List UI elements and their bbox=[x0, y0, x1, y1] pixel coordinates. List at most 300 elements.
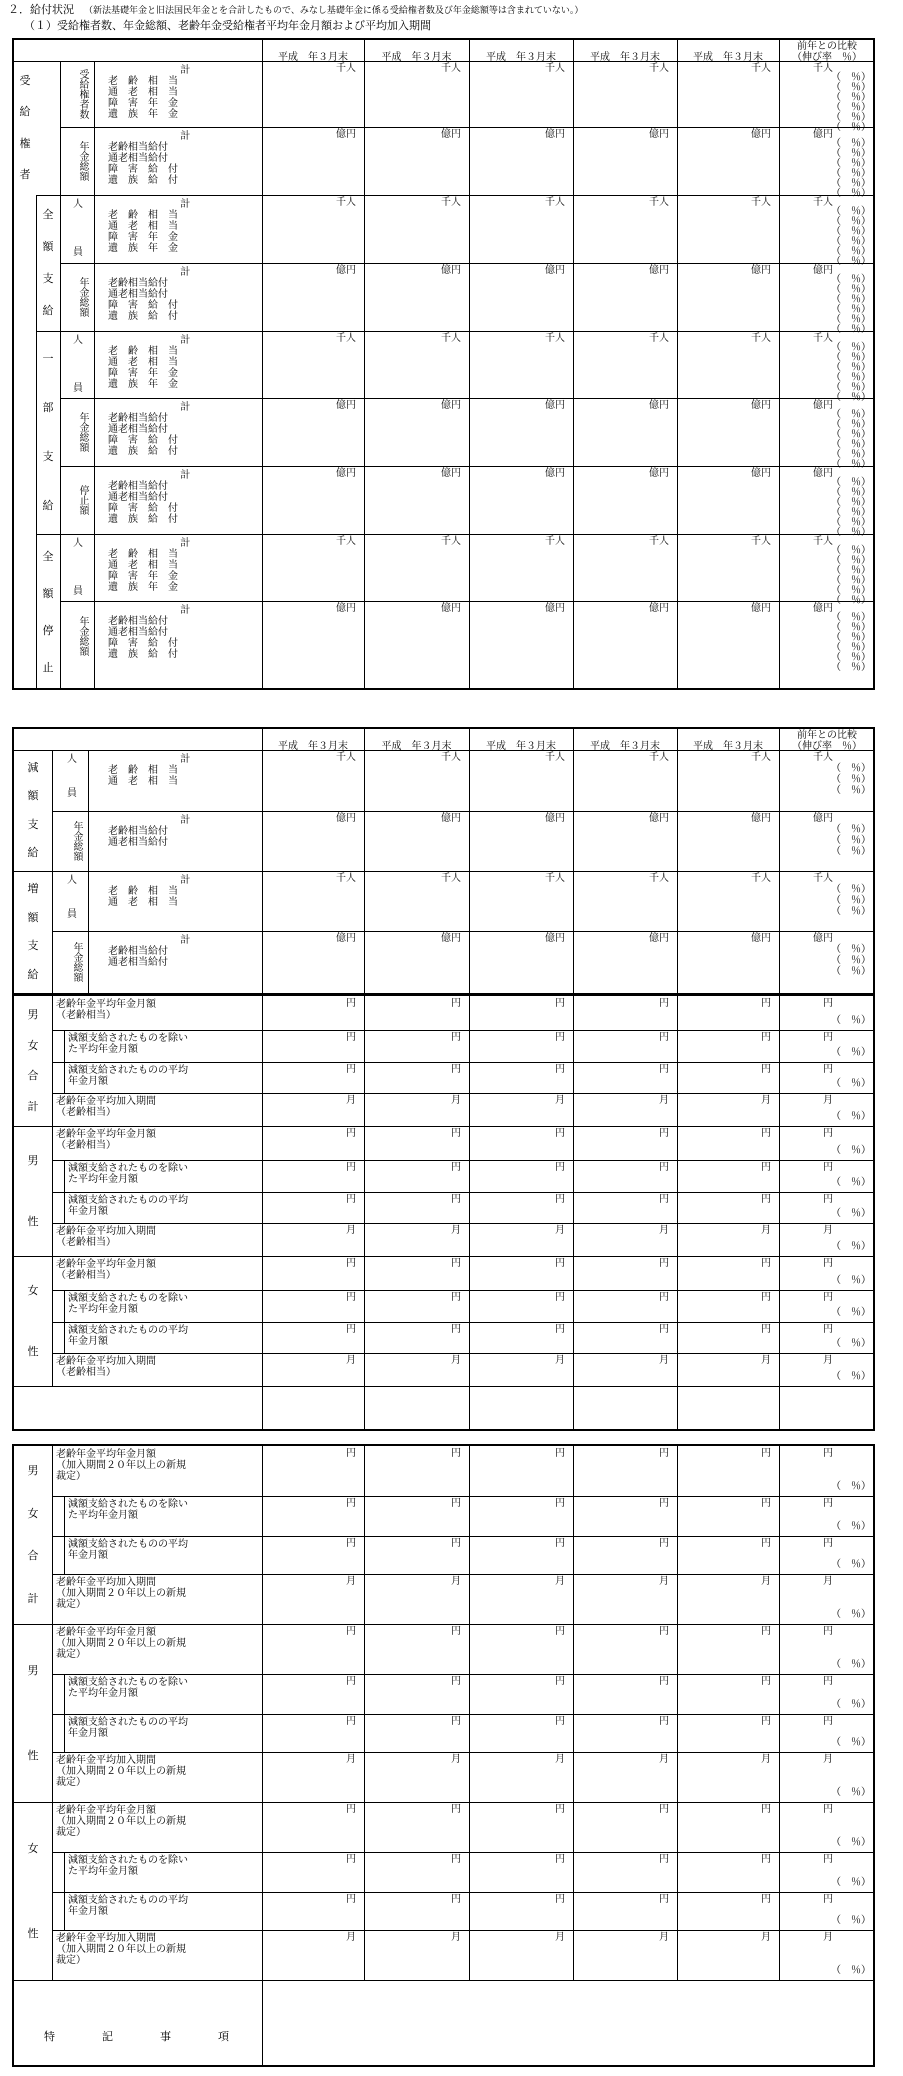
unit-label: 月 bbox=[451, 1754, 461, 1765]
pct-placeholder: （ ％） bbox=[831, 1837, 871, 1848]
row-label: 計 老齢相当給付 通老相当給付 障 害 給 付 遺 族 給 付 bbox=[108, 470, 191, 525]
unit-label: 月 bbox=[823, 1754, 833, 1765]
pct-placeholder: （ ％） bbox=[831, 392, 871, 403]
unit-label: 円 bbox=[555, 1498, 565, 1509]
pct-placeholder: （ ％） bbox=[831, 1371, 871, 1382]
unit-label: 月 bbox=[823, 1225, 833, 1236]
col-header-compare bbox=[779, 41, 875, 63]
pct-placeholder: （ ％） bbox=[831, 138, 871, 149]
unit-label: 月 bbox=[451, 1932, 461, 1943]
unit-label: 円 bbox=[346, 1162, 356, 1173]
pct-placeholder: （ ％） bbox=[831, 122, 871, 133]
unit-label: 月 bbox=[346, 1754, 356, 1765]
unit-label: 円 bbox=[555, 1804, 565, 1815]
pct-placeholder: （ ％） bbox=[831, 1559, 871, 1570]
row-label: 計 老齢相当給付 通老相当給付 障 害 給 付 遺 族 給 付 bbox=[108, 131, 191, 186]
unit-label: 億円 bbox=[751, 933, 771, 944]
col-rule bbox=[64, 1322, 65, 1353]
unit-label: 円 bbox=[659, 1258, 669, 1269]
col-header-year: 平成 年３月末 bbox=[590, 52, 660, 63]
unit-label: 月 bbox=[659, 1095, 669, 1106]
sub-label-in: 員 bbox=[73, 247, 83, 258]
unit-label: 円 bbox=[659, 1804, 669, 1815]
unit-label: 千人 bbox=[813, 63, 833, 74]
pct-placeholder: （ ％） bbox=[831, 294, 871, 305]
sub-label: 停止額 bbox=[77, 485, 88, 515]
sub-label-jin: 人 bbox=[73, 199, 83, 210]
unit-label: 千人 bbox=[336, 873, 356, 884]
category-char: 女 bbox=[27, 1506, 39, 1520]
pct-placeholder: （ ％） bbox=[831, 1145, 871, 1156]
unit-label: 千人 bbox=[336, 197, 356, 208]
unit-label: 億円 bbox=[441, 468, 461, 479]
row-rule bbox=[14, 1624, 873, 1625]
pct-placeholder: （ ％） bbox=[831, 226, 871, 237]
col-rule bbox=[64, 1030, 65, 1062]
unit-label: 円 bbox=[555, 1894, 565, 1905]
sub-label-jin: 人 bbox=[73, 335, 83, 346]
unit-label: 億円 bbox=[336, 468, 356, 479]
category-char: 減 bbox=[27, 761, 39, 775]
category-char: 者 bbox=[19, 168, 31, 182]
unit-label: 円 bbox=[555, 1324, 565, 1335]
unit-label: 円 bbox=[346, 1498, 356, 1509]
unit-label: 千人 bbox=[649, 197, 669, 208]
unit-label: 億円 bbox=[649, 468, 669, 479]
unit-label: 千人 bbox=[813, 197, 833, 208]
unit-label: 億円 bbox=[441, 265, 461, 276]
col-header-year: 平成 年３月末 bbox=[381, 741, 452, 752]
col-header-year: 平成 年３月末 bbox=[381, 52, 452, 63]
col-rule bbox=[52, 1802, 53, 1980]
unit-label: 千人 bbox=[545, 197, 565, 208]
unit-label: 円 bbox=[823, 1804, 833, 1815]
pct-placeholder: （ ％） bbox=[831, 148, 871, 159]
row-rule bbox=[52, 1852, 873, 1853]
pct-placeholder: （ ％） bbox=[831, 1015, 871, 1026]
unit-label: 円 bbox=[346, 1804, 356, 1815]
unit-label: 千人 bbox=[336, 536, 356, 547]
unit-label: 円 bbox=[761, 1032, 771, 1043]
unit-label: 千人 bbox=[545, 873, 565, 884]
unit-label: 円 bbox=[555, 1626, 565, 1637]
sub-label: 年金総額 bbox=[71, 821, 82, 861]
section-title: ２．給付状況 （新法基礎年金と旧法国民年金とを合計したもので、みなし基礎年金に係る受給権者数及び年金総額等は含まれていない。） bbox=[8, 3, 584, 16]
unit-label: 千人 bbox=[441, 333, 461, 344]
row-rule bbox=[52, 1674, 873, 1675]
pct-placeholder: （ ％） bbox=[831, 1521, 871, 1532]
unit-label: 円 bbox=[555, 1064, 565, 1075]
unit-label: 円 bbox=[761, 1162, 771, 1173]
row-rule bbox=[52, 1930, 873, 1931]
unit-label: 千人 bbox=[441, 873, 461, 884]
category-char: 支 bbox=[42, 272, 54, 285]
unit-label: 円 bbox=[346, 1128, 356, 1139]
unit-label: 月 bbox=[659, 1355, 669, 1366]
category-label bbox=[14, 754, 52, 867]
row-rule bbox=[52, 1030, 873, 1031]
unit-label: 千人 bbox=[751, 752, 771, 763]
col-header-year: 平成 年３月末 bbox=[486, 741, 556, 752]
pct-placeholder: （ ％） bbox=[831, 324, 871, 335]
unit-label: 億円 bbox=[813, 400, 833, 411]
unit-label: 円 bbox=[659, 1498, 669, 1509]
unit-label: 月 bbox=[823, 1095, 833, 1106]
row-rule bbox=[36, 534, 873, 535]
row-rule bbox=[36, 331, 873, 332]
unit-label: 円 bbox=[761, 1676, 771, 1687]
unit-label: 億円 bbox=[545, 603, 565, 614]
unit-label: 千人 bbox=[751, 197, 771, 208]
unit-label: 円 bbox=[761, 1324, 771, 1335]
row-label: 減額支給されたものの平均 年金月額 bbox=[68, 1539, 188, 1561]
unit-label: 億円 bbox=[751, 603, 771, 614]
unit-label: 千人 bbox=[751, 333, 771, 344]
category-label bbox=[14, 1450, 52, 1620]
unit-label: 円 bbox=[555, 1716, 565, 1727]
pct-placeholder: （ ％） bbox=[831, 188, 871, 199]
row-rule bbox=[52, 1714, 873, 1715]
unit-label: 億円 bbox=[649, 265, 669, 276]
table-reduced-increased bbox=[12, 727, 875, 1431]
unit-label: 円 bbox=[823, 1538, 833, 1549]
row-label: 老齢年金平均年金月額 （老齢相当） bbox=[56, 1129, 156, 1151]
row-label: 計 老齢相当給付 通老相当給付 bbox=[108, 935, 191, 968]
unit-label: 月 bbox=[555, 1932, 565, 1943]
compare-label: 前年との比較 bbox=[797, 730, 857, 741]
col-header-year: 平成 年３月末 bbox=[693, 52, 763, 63]
unit-label: 円 bbox=[659, 1854, 669, 1865]
unit-label: 月 bbox=[761, 1355, 771, 1366]
category-char: 女 bbox=[27, 1283, 39, 1297]
pct-placeholder: （ ％） bbox=[831, 507, 871, 518]
unit-label: 億円 bbox=[545, 129, 565, 140]
unit-label: 月 bbox=[761, 1095, 771, 1106]
unit-label: 円 bbox=[346, 1064, 356, 1075]
unit-label: 円 bbox=[659, 1894, 669, 1905]
sub-label-jin: 人 bbox=[67, 754, 77, 765]
category-char: 計 bbox=[27, 1591, 39, 1605]
sub-label-jin: 人 bbox=[67, 875, 77, 886]
unit-label: 円 bbox=[346, 1032, 356, 1043]
row-rule bbox=[52, 1574, 873, 1575]
row-label: 計 老齢相当給付 通老相当給付 障 害 給 付 遺 族 給 付 bbox=[108, 267, 191, 322]
pct-placeholder: （ ％） bbox=[831, 517, 871, 528]
unit-label: 円 bbox=[451, 1804, 461, 1815]
row-label: 減額支給されたものの平均 年金月額 bbox=[68, 1065, 188, 1087]
pct-placeholder: （ ％） bbox=[831, 439, 871, 450]
unit-label: 億円 bbox=[441, 813, 461, 824]
unit-label: 千人 bbox=[545, 752, 565, 763]
rate-label: （伸び率 ％） bbox=[792, 741, 862, 752]
unit-label: 億円 bbox=[813, 129, 833, 140]
unit-label: 月 bbox=[823, 1576, 833, 1587]
col-rule bbox=[64, 1160, 65, 1192]
row-label: 減額支給されたものを除い た平均年金月額 bbox=[68, 1499, 188, 1521]
category-label bbox=[14, 1806, 52, 1976]
sub-label: 受給権者数 bbox=[77, 69, 88, 119]
unit-label: 円 bbox=[555, 1194, 565, 1205]
col-rule bbox=[52, 1446, 53, 1624]
unit-label: 円 bbox=[451, 1626, 461, 1637]
row-label: 減額支給されたものの平均 年金月額 bbox=[68, 1325, 188, 1347]
table-beneficiaries bbox=[12, 38, 875, 690]
category-char: 権 bbox=[19, 136, 31, 150]
unit-label: 円 bbox=[346, 1194, 356, 1205]
pct-placeholder: （ ％） bbox=[831, 527, 871, 538]
unit-label: 億円 bbox=[751, 400, 771, 411]
category-char: 性 bbox=[27, 1344, 39, 1358]
col-rule bbox=[52, 1256, 53, 1386]
unit-label: 円 bbox=[346, 1292, 356, 1303]
sub-label-in: 員 bbox=[67, 788, 77, 799]
row-rule bbox=[14, 993, 873, 996]
sub-label: 年金総額 bbox=[77, 277, 88, 317]
row-label: 計 老 齢 相 当 通 老 相 当 障 害 年 金 遺 族 年 金 bbox=[108, 199, 191, 254]
unit-label: 円 bbox=[659, 1716, 669, 1727]
col-header-compare bbox=[779, 730, 875, 752]
row-rule bbox=[52, 1322, 873, 1323]
unit-label: 千人 bbox=[751, 536, 771, 547]
unit-label: 円 bbox=[346, 1258, 356, 1269]
pct-placeholder: （ ％） bbox=[831, 944, 871, 955]
category-char: 男 bbox=[27, 1663, 39, 1677]
row-rule bbox=[52, 1496, 873, 1497]
pct-placeholder: （ ％） bbox=[831, 1699, 871, 1710]
category-char: 止 bbox=[42, 660, 54, 674]
unit-label: 円 bbox=[659, 1064, 669, 1075]
row-label: 計 老齢相当給付 通老相当給付 bbox=[108, 815, 191, 848]
category-label bbox=[14, 65, 36, 191]
unit-label: 円 bbox=[451, 998, 461, 1009]
row-rule bbox=[52, 1160, 873, 1161]
unit-label: 億円 bbox=[751, 813, 771, 824]
unit-label: 千人 bbox=[545, 63, 565, 74]
unit-label: 円 bbox=[761, 1716, 771, 1727]
unit-label: 円 bbox=[823, 1194, 833, 1205]
unit-label: 円 bbox=[451, 1064, 461, 1075]
unit-label: 億円 bbox=[336, 933, 356, 944]
unit-label: 円 bbox=[451, 1128, 461, 1139]
unit-label: 円 bbox=[659, 1162, 669, 1173]
unit-label: 円 bbox=[451, 1324, 461, 1335]
category-char: 受 bbox=[19, 73, 31, 87]
row-rule bbox=[52, 1223, 873, 1224]
unit-label: 円 bbox=[346, 1716, 356, 1727]
unit-label: 円 bbox=[823, 1894, 833, 1905]
row-label: 老齢年金平均年金月額 （加入期間２０年以上の新規 裁定） bbox=[56, 1627, 186, 1660]
col-rule bbox=[52, 1126, 53, 1256]
pct-placeholder: （ ％） bbox=[831, 1659, 871, 1670]
row-rule bbox=[14, 1802, 873, 1803]
unit-label: 千人 bbox=[751, 63, 771, 74]
unit-label: 円 bbox=[451, 1894, 461, 1905]
pct-placeholder: （ ％） bbox=[831, 497, 871, 508]
category-char: 男 bbox=[27, 1008, 39, 1022]
unit-label: 円 bbox=[659, 1448, 669, 1459]
unit-label: 円 bbox=[761, 1854, 771, 1865]
category-char: 合 bbox=[27, 1069, 39, 1083]
unit-label: 千人 bbox=[813, 752, 833, 763]
unit-label: 月 bbox=[555, 1355, 565, 1366]
unit-label: 円 bbox=[346, 1676, 356, 1687]
category-label bbox=[14, 875, 52, 989]
pct-placeholder: （ ％） bbox=[831, 785, 871, 796]
unit-label: 円 bbox=[823, 1626, 833, 1637]
unit-label: 円 bbox=[555, 998, 565, 1009]
pct-placeholder: （ ％） bbox=[831, 1208, 871, 1219]
unit-label: 月 bbox=[346, 1355, 356, 1366]
col-header-year: 平成 年３月末 bbox=[486, 52, 556, 63]
unit-label: 千人 bbox=[441, 752, 461, 763]
category-char: 女 bbox=[27, 1841, 39, 1855]
unit-label: 億円 bbox=[441, 400, 461, 411]
unit-label: 千人 bbox=[813, 873, 833, 884]
row-label: 計 老 齢 相 当 通 老 相 当 bbox=[108, 875, 191, 908]
category-char: 支 bbox=[27, 939, 39, 953]
row-rule bbox=[14, 61, 873, 62]
pct-placeholder: （ ％） bbox=[831, 362, 871, 373]
category-label bbox=[14, 1130, 52, 1252]
pct-placeholder: （ ％） bbox=[831, 632, 871, 643]
subsection-title: （１）受給権者数、年金総額、老齢年金受給権者平均年金月額および平均加入期間 bbox=[24, 19, 431, 32]
row-rule bbox=[14, 871, 873, 872]
unit-label: 円 bbox=[659, 1194, 669, 1205]
unit-label: 千人 bbox=[813, 333, 833, 344]
unit-label: 円 bbox=[823, 1498, 833, 1509]
unit-label: 億円 bbox=[751, 129, 771, 140]
unit-label: 円 bbox=[761, 998, 771, 1009]
unit-label: 月 bbox=[761, 1225, 771, 1236]
unit-label: 円 bbox=[823, 1448, 833, 1459]
pct-placeholder: （ ％） bbox=[831, 1787, 871, 1798]
row-label: 計 老 齢 相 当 通 老 相 当 障 害 年 金 遺 族 年 金 bbox=[108, 335, 191, 390]
unit-label: 円 bbox=[823, 1292, 833, 1303]
unit-label: 円 bbox=[555, 1854, 565, 1865]
row-label: 減額支給されたものを除い た平均年金月額 bbox=[68, 1033, 188, 1055]
unit-label: 億円 bbox=[545, 933, 565, 944]
category-label bbox=[36, 199, 60, 327]
sub-label: 年金総額 bbox=[77, 141, 88, 181]
row-rule bbox=[14, 1980, 873, 1981]
category-label bbox=[14, 1628, 52, 1798]
unit-label: 円 bbox=[823, 1128, 833, 1139]
pct-placeholder: （ ％） bbox=[831, 314, 871, 325]
row-label: 老齢年金平均加入期間 （老齢相当） bbox=[56, 1356, 156, 1378]
pct-placeholder: （ ％） bbox=[831, 1965, 871, 1976]
row-label: 老齢年金平均加入期間 （老齢相当） bbox=[56, 1096, 156, 1118]
unit-label: 億円 bbox=[649, 129, 669, 140]
pct-placeholder: （ ％） bbox=[831, 236, 871, 247]
unit-label: 月 bbox=[451, 1576, 461, 1587]
unit-label: 月 bbox=[451, 1355, 461, 1366]
unit-label: 円 bbox=[555, 1292, 565, 1303]
pct-placeholder: （ ％） bbox=[831, 652, 871, 663]
unit-label: 円 bbox=[761, 1538, 771, 1549]
sub-label-in: 員 bbox=[67, 909, 77, 920]
row-rule bbox=[60, 398, 873, 399]
category-char: 計 bbox=[27, 1099, 39, 1113]
unit-label: 千人 bbox=[336, 333, 356, 344]
col-header-year: 平成 年３月末 bbox=[693, 741, 763, 752]
pct-placeholder: （ ％） bbox=[831, 216, 871, 227]
unit-label: 円 bbox=[555, 1538, 565, 1549]
unit-label: 千人 bbox=[649, 536, 669, 547]
pct-placeholder: （ ％） bbox=[831, 585, 871, 596]
row-label: 減額支給されたものを除い た平均年金月額 bbox=[68, 1855, 188, 1877]
row-rule bbox=[52, 1192, 873, 1193]
unit-label: 月 bbox=[555, 1576, 565, 1587]
unit-label: 億円 bbox=[751, 265, 771, 276]
unit-label: 億円 bbox=[649, 400, 669, 411]
pct-placeholder: （ ％） bbox=[831, 642, 871, 653]
unit-label: 億円 bbox=[813, 265, 833, 276]
row-rule bbox=[52, 1752, 873, 1753]
category-char: 全 bbox=[42, 549, 54, 563]
pct-placeholder: （ ％） bbox=[831, 1481, 871, 1492]
category-char: 部 bbox=[42, 401, 54, 415]
pct-placeholder: （ ％） bbox=[831, 612, 871, 623]
pct-placeholder: （ ％） bbox=[831, 955, 871, 966]
unit-label: 千人 bbox=[751, 873, 771, 884]
category-char: 給 bbox=[42, 304, 54, 317]
unit-label: 千人 bbox=[813, 536, 833, 547]
row-label: 計 老 齢 相 当 通 老 相 当 bbox=[108, 754, 191, 787]
unit-label: 円 bbox=[823, 998, 833, 1009]
category-char: 性 bbox=[27, 1926, 39, 1940]
pct-placeholder: （ ％） bbox=[831, 82, 871, 93]
pct-placeholder: （ ％） bbox=[831, 168, 871, 179]
unit-label: 億円 bbox=[649, 813, 669, 824]
pct-placeholder: （ ％） bbox=[831, 158, 871, 169]
unit-label: 円 bbox=[451, 1292, 461, 1303]
pct-placeholder: （ ％） bbox=[831, 1307, 871, 1318]
unit-label: 円 bbox=[761, 1804, 771, 1815]
unit-label: 円 bbox=[761, 1064, 771, 1075]
row-label: 減額支給されたものの平均 年金月額 bbox=[68, 1717, 188, 1739]
pct-placeholder: （ ％） bbox=[831, 835, 871, 846]
pct-placeholder: （ ％） bbox=[831, 372, 871, 383]
col-rule bbox=[94, 61, 95, 690]
row-rule bbox=[14, 1256, 873, 1257]
pct-placeholder: （ ％） bbox=[831, 662, 871, 673]
category-char: 額 bbox=[27, 789, 39, 803]
col-header-year: 平成 年３月末 bbox=[278, 741, 348, 752]
unit-label: 千人 bbox=[336, 63, 356, 74]
pct-placeholder: （ ％） bbox=[831, 846, 871, 857]
row-rule bbox=[60, 263, 873, 264]
unit-label: 千人 bbox=[545, 536, 565, 547]
table-new-awards bbox=[12, 1444, 875, 2067]
unit-label: 月 bbox=[659, 1576, 669, 1587]
col-rule bbox=[64, 1714, 65, 1752]
unit-label: 円 bbox=[346, 1538, 356, 1549]
unit-label: 円 bbox=[761, 1258, 771, 1269]
category-char: 全 bbox=[42, 208, 54, 221]
pct-placeholder: （ ％） bbox=[831, 206, 871, 217]
unit-label: 円 bbox=[823, 1716, 833, 1727]
pct-placeholder: （ ％） bbox=[831, 382, 871, 393]
pct-placeholder: （ ％） bbox=[831, 1915, 871, 1926]
row-rule bbox=[52, 1892, 873, 1893]
unit-label: 円 bbox=[346, 1626, 356, 1637]
pct-placeholder: （ ％） bbox=[831, 246, 871, 257]
col-rule bbox=[52, 1624, 53, 1802]
unit-label: 千人 bbox=[649, 873, 669, 884]
unit-label: 円 bbox=[555, 1258, 565, 1269]
unit-label: 千人 bbox=[649, 752, 669, 763]
remarks-label: 特 記 事 項 bbox=[44, 2030, 247, 2043]
